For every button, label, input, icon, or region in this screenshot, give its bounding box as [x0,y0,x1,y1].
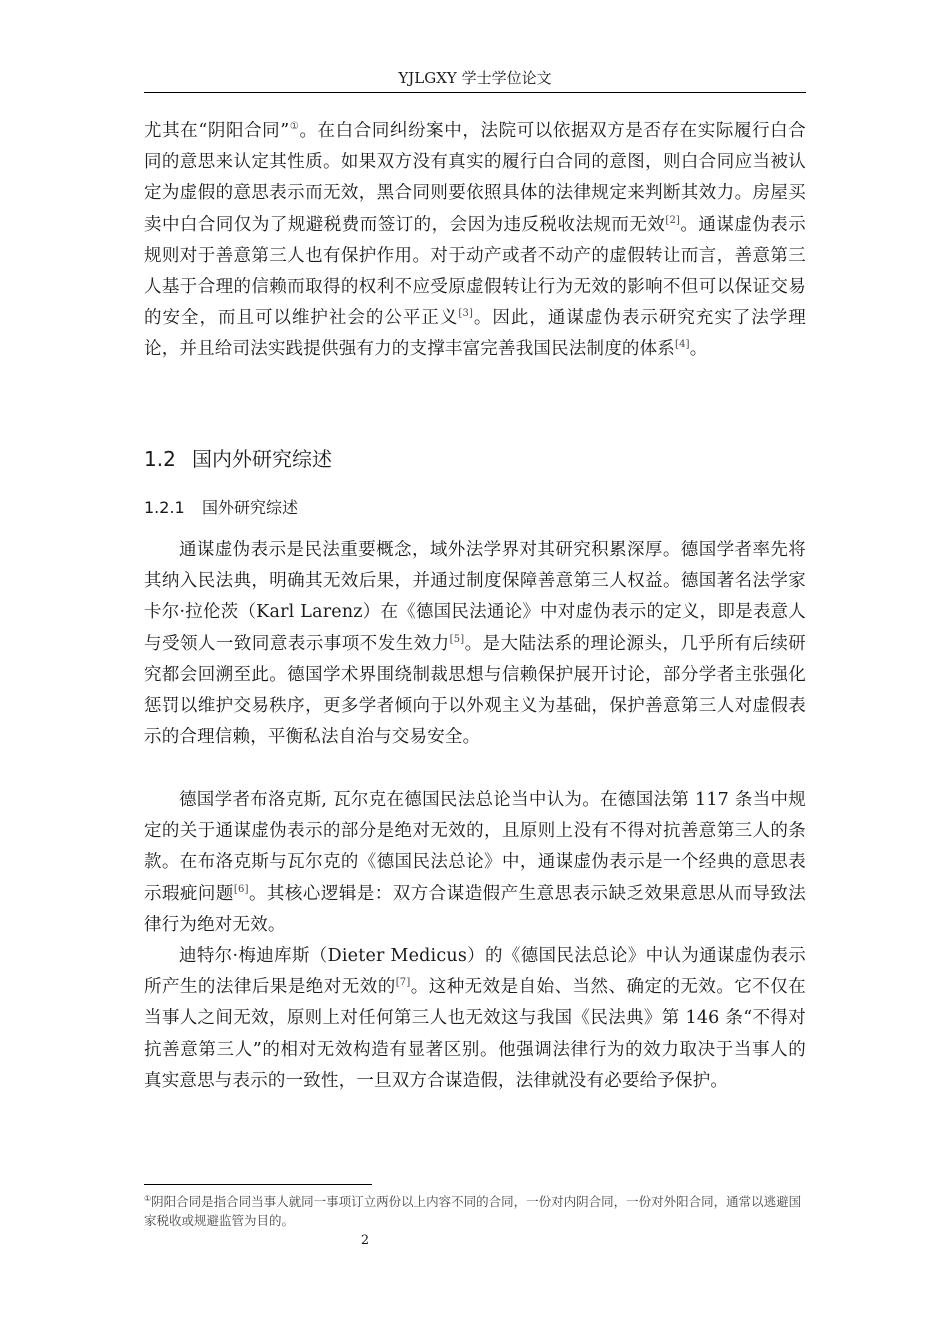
paragraph-brox-walker [144,785,806,941]
subsection-number: 1.2.1 [144,498,185,517]
section-number: 1.2 [144,447,176,471]
paragraph-text: 。其核心逻辑是：双方合谋造假产生意思表示缺乏效果意思从而导致法律行为绝对无效。 [144,883,807,935]
footnote-text: 阴阳合同是指合同当事人就同一事项订立两份以上内容不同的合同，一份对内阴合同，一份对外阳合同，通常以逃避国家税收或规避监管为目的。 [144,1194,802,1228]
paragraph-medicus [144,941,806,1097]
subsection-title: 国外研究综述 [202,498,299,517]
intro-text-5: 。 [689,339,708,360]
citation-4[interactable]: [4] [675,339,690,351]
footnote-divider [144,1184,372,1185]
paragraph-text: 通谋虚伪表示是民法重要概念，域外法学界对其研究积累深厚。德国学者率先将其纳入民法典，明确其无效后果，并通过制度保障善意第三人权益。德国著名法学家卡尔·拉伦茨（Karl Larenz）在《德国民法通论》中对虚伪表示的定义，即是表意人与受领人一致同意表示事项不发生效力 [144,540,806,654]
citation-6[interactable]: [6] [233,883,249,895]
citation-7[interactable]: [7] [395,977,411,989]
page-number: 2 [360,1233,370,1248]
intro-text-4: 。因此，通谋虚伪表示研究充实了法学理论，并且给司法实践提供强有力的支撑丰富完善我国民法制度的体系 [144,308,806,360]
paragraph-text: 。这种无效是自始、当然、确定的无效。它不仅在当事人之间无效，原则上对任何第三人也无效这与我国《民法典》第 146 条“不得对抗善意第三人”的相对无效构造有显著区别。他强调法律行为的效力取决于当事人的真实意思与表示的一致性，一旦双方合谋造假，法律就没有必要给予保护。 [144,977,806,1091]
paragraph-text: 。是大陆法系的理论源头，几乎所有后续研究都会回溯至此。德国学术界围绕制裁思想与信赖保护展开讨论，部分学者主张强化惩罚以维护交易秩序，更多学者倾向于以外观主义为基础，保护善意第三人对虚假表示的合理信赖，平衡私法自治与交易安全。 [144,633,806,748]
paragraph-text: 德国学者布洛克斯, 瓦尔克在德国民法总论当中认为。在德国法第 117 条当中规定的关于通谋虚伪表示的部分是绝对无效的，且原则上没有不得对抗善意第三人的条款。在布洛克斯与瓦尔克的《德国民法总论》中，通谋虚伪表示是一个经典的意思表示瑕疵问题 [144,790,806,904]
section-heading [144,444,332,474]
intro-text-2: 。在白合同纠纷案中，法院可以依据双方是否存在实际履行白合同的意思来认定其性质。如果双方没有真实的履行白合同的意图，则白合同应当被认定为虚假的意思表示而无效，黑合同则要依照具体的法律规定来判断其效力。房屋买卖中白合同仅为了规避税费而签订的，会因为违反税收法规而无效 [144,121,806,235]
intro-text-1: 尤其在“阴阳合同” [144,121,290,141]
header-divider [144,92,806,93]
intro-paragraph [144,116,806,366]
citation-2[interactable]: [2] [665,214,681,226]
citation-3[interactable]: [3] [458,308,474,320]
paragraph-larenz [144,535,806,753]
footnote-reference[interactable]: ① [289,121,300,133]
intro-text-3: 。通谋虚伪表示规则对于善意第三人也有保护作用。对于动产或者不动产的虚假转让而言，善意第三人基于合理的信赖而取得的权利不应受原虚假转让行为无效的影响不但可以保证交易的安全，而且可以维护社会的公平正义 [144,214,806,329]
footnote-mark: ① [144,1193,152,1203]
paragraph-text: 迪特尔·梅迪库斯（Dieter Medicus）的《德国民法总论》中认为通谋虚伪表示所产生的法律后果是绝对无效的 [144,946,806,998]
page-header: YJLGXY 学士学位论文 [398,69,552,87]
subsection-heading [144,494,298,522]
citation-5[interactable]: [5] [449,633,465,645]
footnote [144,1192,806,1230]
section-title: 国内外研究综述 [192,447,332,471]
